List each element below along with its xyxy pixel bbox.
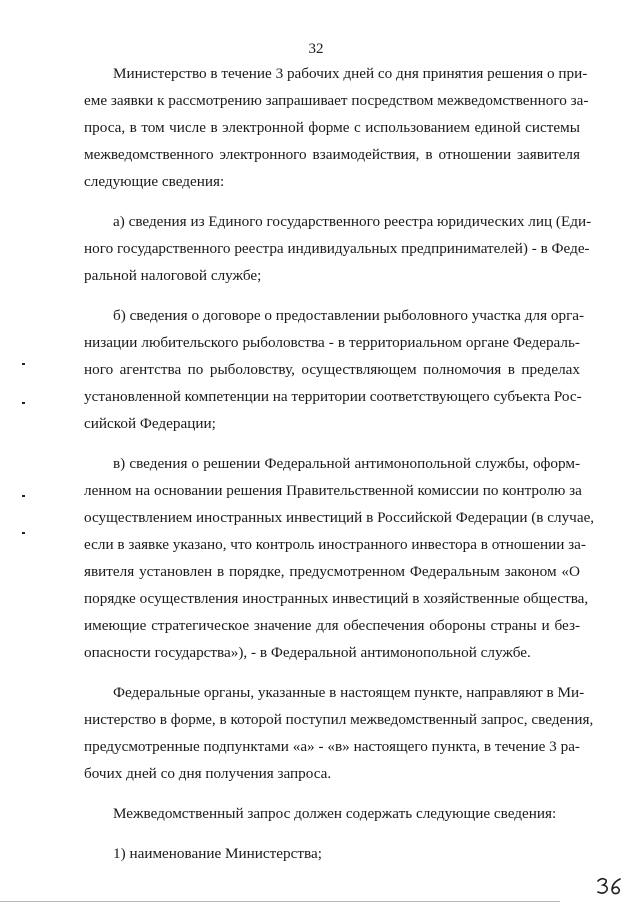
paragraph-line: Федеральные органы, указанные в настоящем пункте, направляют в Ми- — [113, 684, 585, 701]
scan-mark — [22, 402, 25, 404]
page-number: 32 — [308, 41, 324, 57]
paragraph-line: если в заявке указано, что контроль иностранного инвестора в отношении за- — [84, 536, 586, 553]
scan-mark — [22, 532, 25, 534]
paragraph-line: ного государственного реестра индивидуальных предпринимателей) - в Феде- — [84, 240, 590, 257]
paragraph-line: Министерство в течение 3 рабочих дней со дня принятия решения о при- — [113, 65, 588, 82]
paragraph-line: бочих дней со дня получения запроса. — [84, 765, 332, 782]
paragraph-line: порядке осуществления иностранных инвестиций в хозяйственные общества, — [84, 590, 589, 607]
paragraph-line: следующие сведения: — [84, 173, 225, 190]
paragraph-line: нистерство в форме, в которой поступил межведомственный запрос, сведения, — [84, 711, 594, 728]
paragraph-line: а) сведения из Единого государственного реестра юридических лиц (Еди- — [113, 213, 592, 230]
paragraph-line: установленной компетенции на территории соответствующего субъекта Рос- — [84, 388, 582, 405]
paragraph-line: ного агентства по рыболовству, осуществляющем полномочия в пределах — [84, 361, 580, 378]
paragraph-line: 1) наименование Министерства; — [113, 845, 322, 862]
paragraph-line: ленном на основании решения Правительственной комиссии по контролю за — [84, 482, 582, 499]
paragraph-line: осуществлением иностранных инвестиций в Российской Федерации (в случае, — [84, 509, 595, 526]
scan-mark — [22, 363, 25, 365]
paragraph-line: проса, в том числе в электронной форме с использованием единой системы — [84, 119, 580, 136]
paragraph-line: предусмотренные подпунктами «а» - «в» настоящего пункта, в течение 3 ра- — [84, 738, 580, 755]
handwritten-page-mark — [595, 876, 625, 896]
paragraph-line: еме заявки к рассмотрению запрашивает посредством межведомственного за- — [84, 92, 589, 109]
scan-mark — [22, 495, 25, 497]
paragraph-line: имеющие стратегическое значение для обеспечения обороны страны и без- — [84, 617, 580, 634]
paragraph-line: межведомственного электронного взаимодействия, в отношении заявителя — [84, 146, 580, 163]
paragraph-line: в) сведения о решении Федеральной антимонопольной службы, оформ- — [113, 455, 580, 472]
paragraph-line: Межведомственный запрос должен содержать следующие сведения: — [113, 805, 557, 822]
scan-edge-line — [0, 901, 560, 902]
paragraph-line: явителя установлен в порядке, предусмотренном Федеральным законом «О — [84, 563, 580, 580]
paragraph-line: ральной налоговой службе; — [84, 267, 262, 284]
paragraph-line: б) сведения о договоре о предоставлении рыболовного участка для орга- — [113, 307, 585, 324]
paragraph-line: низации любительского рыболовства - в территориальном органе Федераль- — [84, 334, 580, 351]
paragraph-line: сийской Федерации; — [84, 415, 216, 432]
paragraph-line: опасности государства»), - в Федеральной антимонопольной службе. — [84, 644, 531, 661]
